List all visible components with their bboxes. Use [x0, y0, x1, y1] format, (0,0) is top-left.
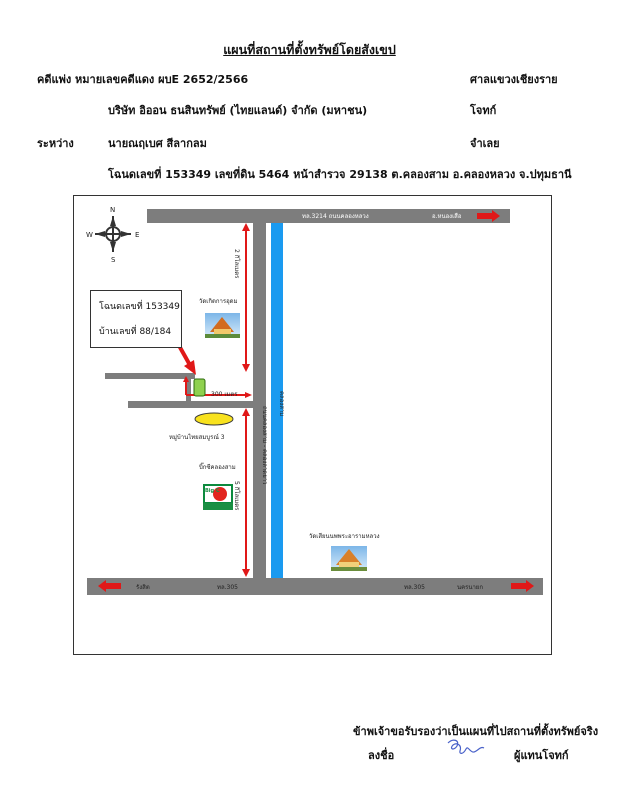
property-marker — [194, 379, 205, 396]
side-road-lower — [128, 401, 253, 408]
village-marker — [195, 413, 233, 425]
deed-info: โฉนดเลขที่ 153349 เลขที่ดิน 5464 หน้าสำรวจ 29138 ต.คลองสาม อ.คลองหลวง จ.ปทุมธานี — [108, 168, 572, 181]
bottom-road-right: นครนายก — [457, 584, 483, 591]
defendant-role: จำเลย — [470, 137, 500, 150]
top-road-label: ทล.3214 ถนนคลองหลวง — [302, 213, 369, 220]
compass-w: W — [86, 231, 93, 239]
village-label: หมู่บ้านไทยสมบูรณ์ 3 — [169, 434, 225, 441]
defendant-name: นายณฤเบศ สีลากลม — [108, 137, 207, 150]
top-road-dest: อ.หนองเสือ — [432, 213, 462, 220]
bigc-logo — [203, 484, 233, 510]
compass-icon — [95, 216, 131, 252]
bottom-distance-arrow-icon — [242, 408, 250, 577]
temple1-label: วัดเกิดการอุดม — [199, 298, 238, 305]
compass-e: E — [135, 231, 140, 239]
callout-box — [90, 290, 182, 348]
side-road-upper — [105, 373, 195, 379]
bigc-label: บิ๊กซีคลองสาม — [199, 464, 236, 471]
court-name: ศาลแขวงเชียงราย — [470, 73, 558, 86]
canal-label: คลองสาม — [278, 391, 285, 417]
plaintiff-name: บริษัท อิออน ธนสินทรัพย์ (ไทยแลนด์) จำกัด (มหาชน) — [108, 104, 368, 117]
bottom-road-left: รังสิต — [136, 584, 150, 591]
compass-s: S — [111, 256, 116, 264]
page-title: แผนที่สถานที่ตั้งทรัพย์โดยสังเขป — [223, 42, 396, 57]
certification-text: ข้าพเจ้าขอรับรองว่าเป็นแผนที่ไปสถานที่ตั้งทรัพย์จริง — [353, 725, 599, 738]
temple1-image — [205, 313, 240, 338]
bigc-logo-text: Big C — [205, 488, 220, 494]
callout-house: บ้านเลขที่ 88/184 — [99, 327, 172, 337]
location-map — [73, 195, 552, 655]
bottom-road-mid2: ทล.305 — [404, 584, 425, 591]
main-road-label: ถนนคลองสาม - คลองลาดยาว — [261, 406, 268, 485]
top-distance-arrow-icon — [242, 223, 250, 372]
compass-n: N — [110, 206, 116, 214]
main-road — [253, 223, 266, 578]
dist-side-label: 300 เมตร — [211, 391, 238, 398]
representative-role: ผู้แทนโจทก์ — [514, 749, 569, 762]
sign-label: ลงชื่อ — [368, 749, 395, 762]
case-number: คดีแพ่ง หมายเลขคดีแดง ผบE 2652/2566 — [37, 73, 249, 86]
bottom-road-mid: ทล.305 — [217, 584, 238, 591]
between-label: ระหว่าง — [37, 137, 74, 150]
plaintiff-role: โจทก์ — [470, 104, 497, 117]
dist-bottom-label: 5 กิโลเมตร — [233, 481, 240, 511]
callout-deed: โฉนดเลขที่ 153349 — [99, 302, 180, 312]
temple2-label: วัดเสียนนพพระอารามหลวง — [309, 533, 380, 540]
dist-top-label: 2 กิโลเมตร — [233, 249, 240, 279]
signature-icon — [444, 737, 488, 759]
temple2-image — [331, 546, 367, 571]
